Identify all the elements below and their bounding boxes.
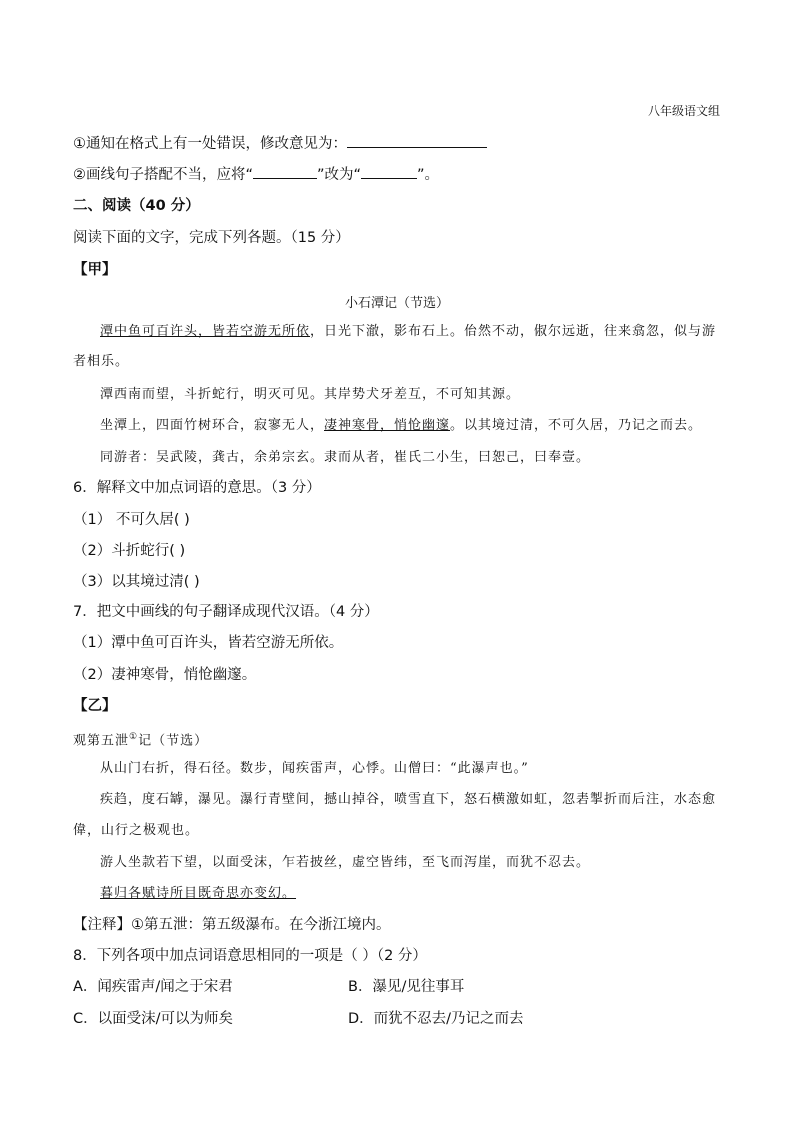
question-8: 8．下列各项中加点词语意思相同的一项是（ ）（2 分） — [73, 948, 427, 964]
jia-paragraph-2: 潭西南而望，斗折蛇行，明灭可见。其岸势犬牙差互，不可知其源。 — [100, 387, 521, 402]
notice-item-2-text-a: ②画线句子搭配不当，应将“ — [73, 167, 254, 183]
section-heading-reading: 二、阅读（40 分） — [73, 198, 200, 214]
question-7-item-2: （2）凄神寒骨，悄怆幽邃。 — [73, 667, 257, 683]
notice-item-2 — [73, 164, 439, 185]
answer-blank[interactable] — [361, 164, 417, 179]
question-8-option-D[interactable]: D．而犹不忍去/乃记之而去 — [348, 1011, 524, 1027]
answer-blank[interactable] — [253, 164, 317, 179]
answer-blank[interactable] — [347, 133, 487, 148]
yi-paragraph-2: 疾趋，度石罅，瀑见。瀑行青壁间，撼山掉谷，喷雪直下，怒石横激如虹，忽砉掣折而后注，水态愈 — [100, 792, 717, 807]
notice-item-1-text: ①通知在格式上有一处错误，修改意见为： — [73, 136, 347, 152]
jia-paragraph-1-text: ，日光下澈，影布石上。佁然不动，俶尔远逝，往来翕忽，似与游 — [310, 324, 717, 339]
jia-paragraph-3 — [100, 416, 702, 436]
question-8-option-C[interactable]: C．以面受沫/可以为师矣 — [73, 1011, 234, 1027]
passage-title-jia: 小石潭记（节选） — [344, 296, 449, 311]
passage-label-yi: 【乙】 — [73, 698, 117, 714]
underlined-sentence: 暮归各赋诗所目既奇思亦变幻。 — [100, 886, 297, 901]
question-7-item-1: （1）潭中鱼可百许头，皆若空游无所依。 — [73, 635, 344, 651]
passage-title-yi-text: 观第五泄 — [73, 733, 130, 749]
passage-title-yi-text-b: 记（节选） — [138, 733, 209, 749]
yi-paragraph-1: 从山门右折，得石径。数步，闻疾雷声，心悸。山僧曰：“此瀑声也。” — [100, 761, 529, 776]
underlined-sentence: 凄神寒骨，悄怆幽邃 — [324, 418, 451, 433]
jia-paragraph-3-text-c: 。以其境过清，不可久居，乃记之而去。 — [450, 418, 703, 433]
question-7: 7．把文中画线的句子翻译成现代汉语。（4 分） — [73, 604, 379, 620]
notice-item-1 — [73, 133, 487, 154]
reading-instructions: 阅读下面的文字，完成下列各题。（15 分） — [73, 230, 350, 246]
page-header: 八年级语文组 — [647, 104, 720, 118]
question-8-option-B[interactable]: B．瀑见/见往事耳 — [348, 979, 465, 995]
passage-title-yi — [73, 727, 208, 751]
question-6-item-2: （2）斗折蛇行( ) — [73, 543, 186, 559]
jia-paragraph-3-text-a: 坐潭上，四面竹树环合，寂寥无人， — [100, 418, 325, 433]
notice-item-2-text-b: ”改为“ — [317, 167, 362, 183]
jia-paragraph-1 — [100, 322, 716, 342]
footnote-marker: ① — [129, 732, 139, 742]
underlined-sentence: 潭中鱼可百许头，皆若空游无所依 — [100, 324, 311, 339]
annotation-note: 【注释】①第五泄：第五级瀑布。在今浙江境内。 — [73, 917, 391, 933]
passage-label-jia: 【甲】 — [73, 262, 117, 278]
yi-paragraph-3: 游人坐款若下望，以面受沫，乍若披丝，虚空皆纬，至飞而泻崖，而犹不忍去。 — [100, 855, 591, 870]
yi-paragraph-2-cont: 偉，山行之极观也。 — [73, 823, 200, 838]
question-6-item-3: （3）以其境过清( ) — [73, 574, 200, 590]
notice-item-2-text-c: ”。 — [417, 167, 440, 183]
question-6: 6．解释文中加点词语的意思。（3 分） — [73, 480, 321, 496]
yi-paragraph-4 — [100, 884, 296, 904]
jia-paragraph-1-cont: 者相乐。 — [73, 354, 130, 369]
question-8-option-A[interactable]: A．闻疾雷声/闻之于宋君 — [73, 979, 233, 995]
jia-paragraph-4: 同游者：吴武陵，龚古，余弟宗玄。隶而从者，崔氏二小生，曰恕己，曰奉壹。 — [100, 450, 591, 465]
question-6-item-1: （1） 不可久居( ) — [73, 512, 190, 528]
